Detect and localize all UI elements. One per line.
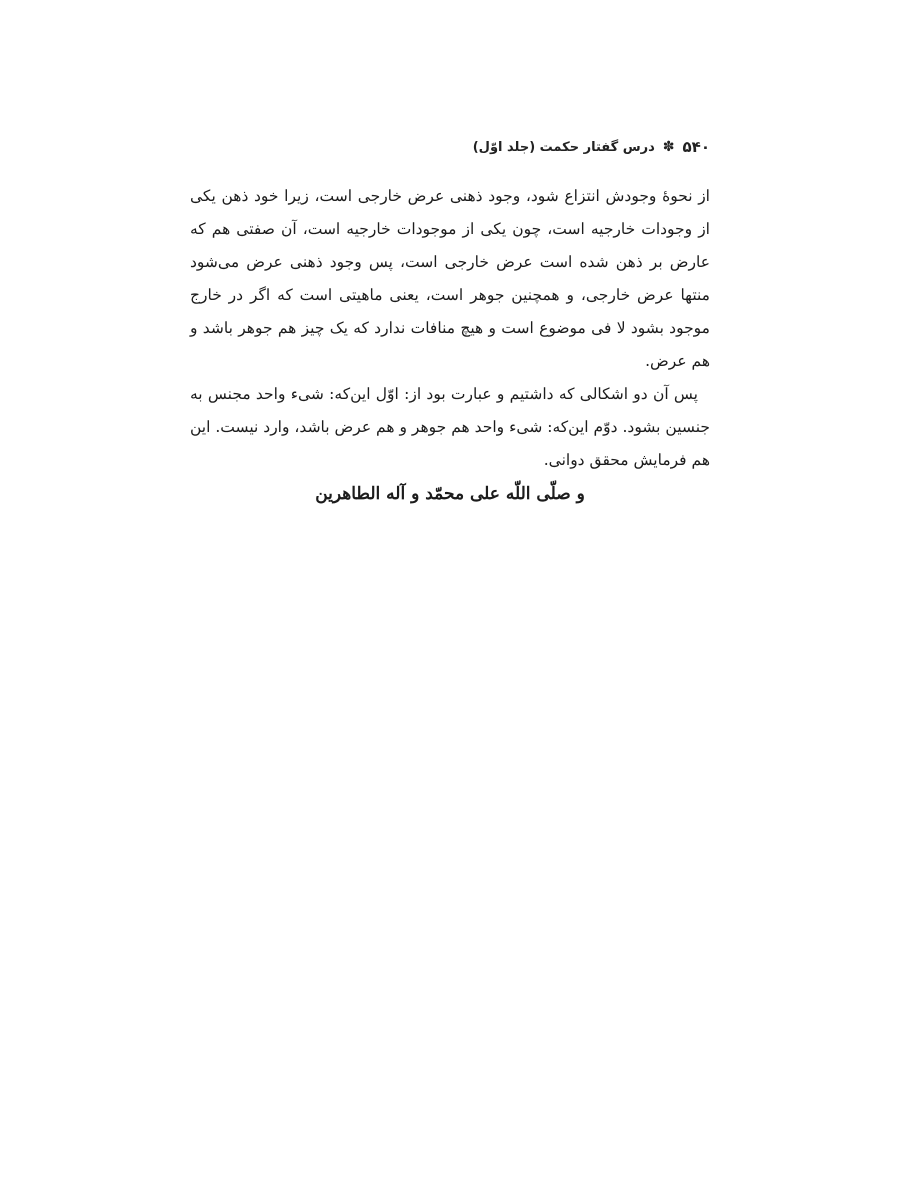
closing-benediction: و صلّی اللّه علی محمّد و آله الطاهرین — [315, 484, 585, 504]
page-header — [190, 138, 710, 156]
page-number: ۵۴۰ — [682, 138, 710, 156]
paragraph-2: پس آن دو اشکالی که داشتیم و عبارت بود از: اوّل این‌که: شیء واحد مجنس به جنسین بشود. دوّم این‌که: شیء واحد هم جوهر و هم عرض باشد، وارد نیست. این هم فرمایش محقق دوانی. — [190, 385, 710, 469]
paragraph-1: از نحوهٔ وجودش انتزاع شود، وجود ذهنی عرض خارجی است، زیرا خود ذهن یکی از وجودات خارجیه است، چون یکی از موجودات خارجیه است، آن صفتی هم که عارض بر ذهن شده است عرض خارجی است، پس وجود ذهنی عرض می‌شود منتها عرض خارجی، و همچنین جوهر است، یعنی ماهیتی است که اگر در خارج موجود بشود لا فی موضوع است و هیچ منافات ندارد که یک چیز هم جوهر باشد و هم عرض. — [190, 187, 710, 370]
running-title: درس گفتار حکمت (جلد اوّل) — [472, 139, 655, 155]
body-text — [190, 180, 710, 477]
flower-ornament-icon: ✽ — [662, 139, 675, 155]
